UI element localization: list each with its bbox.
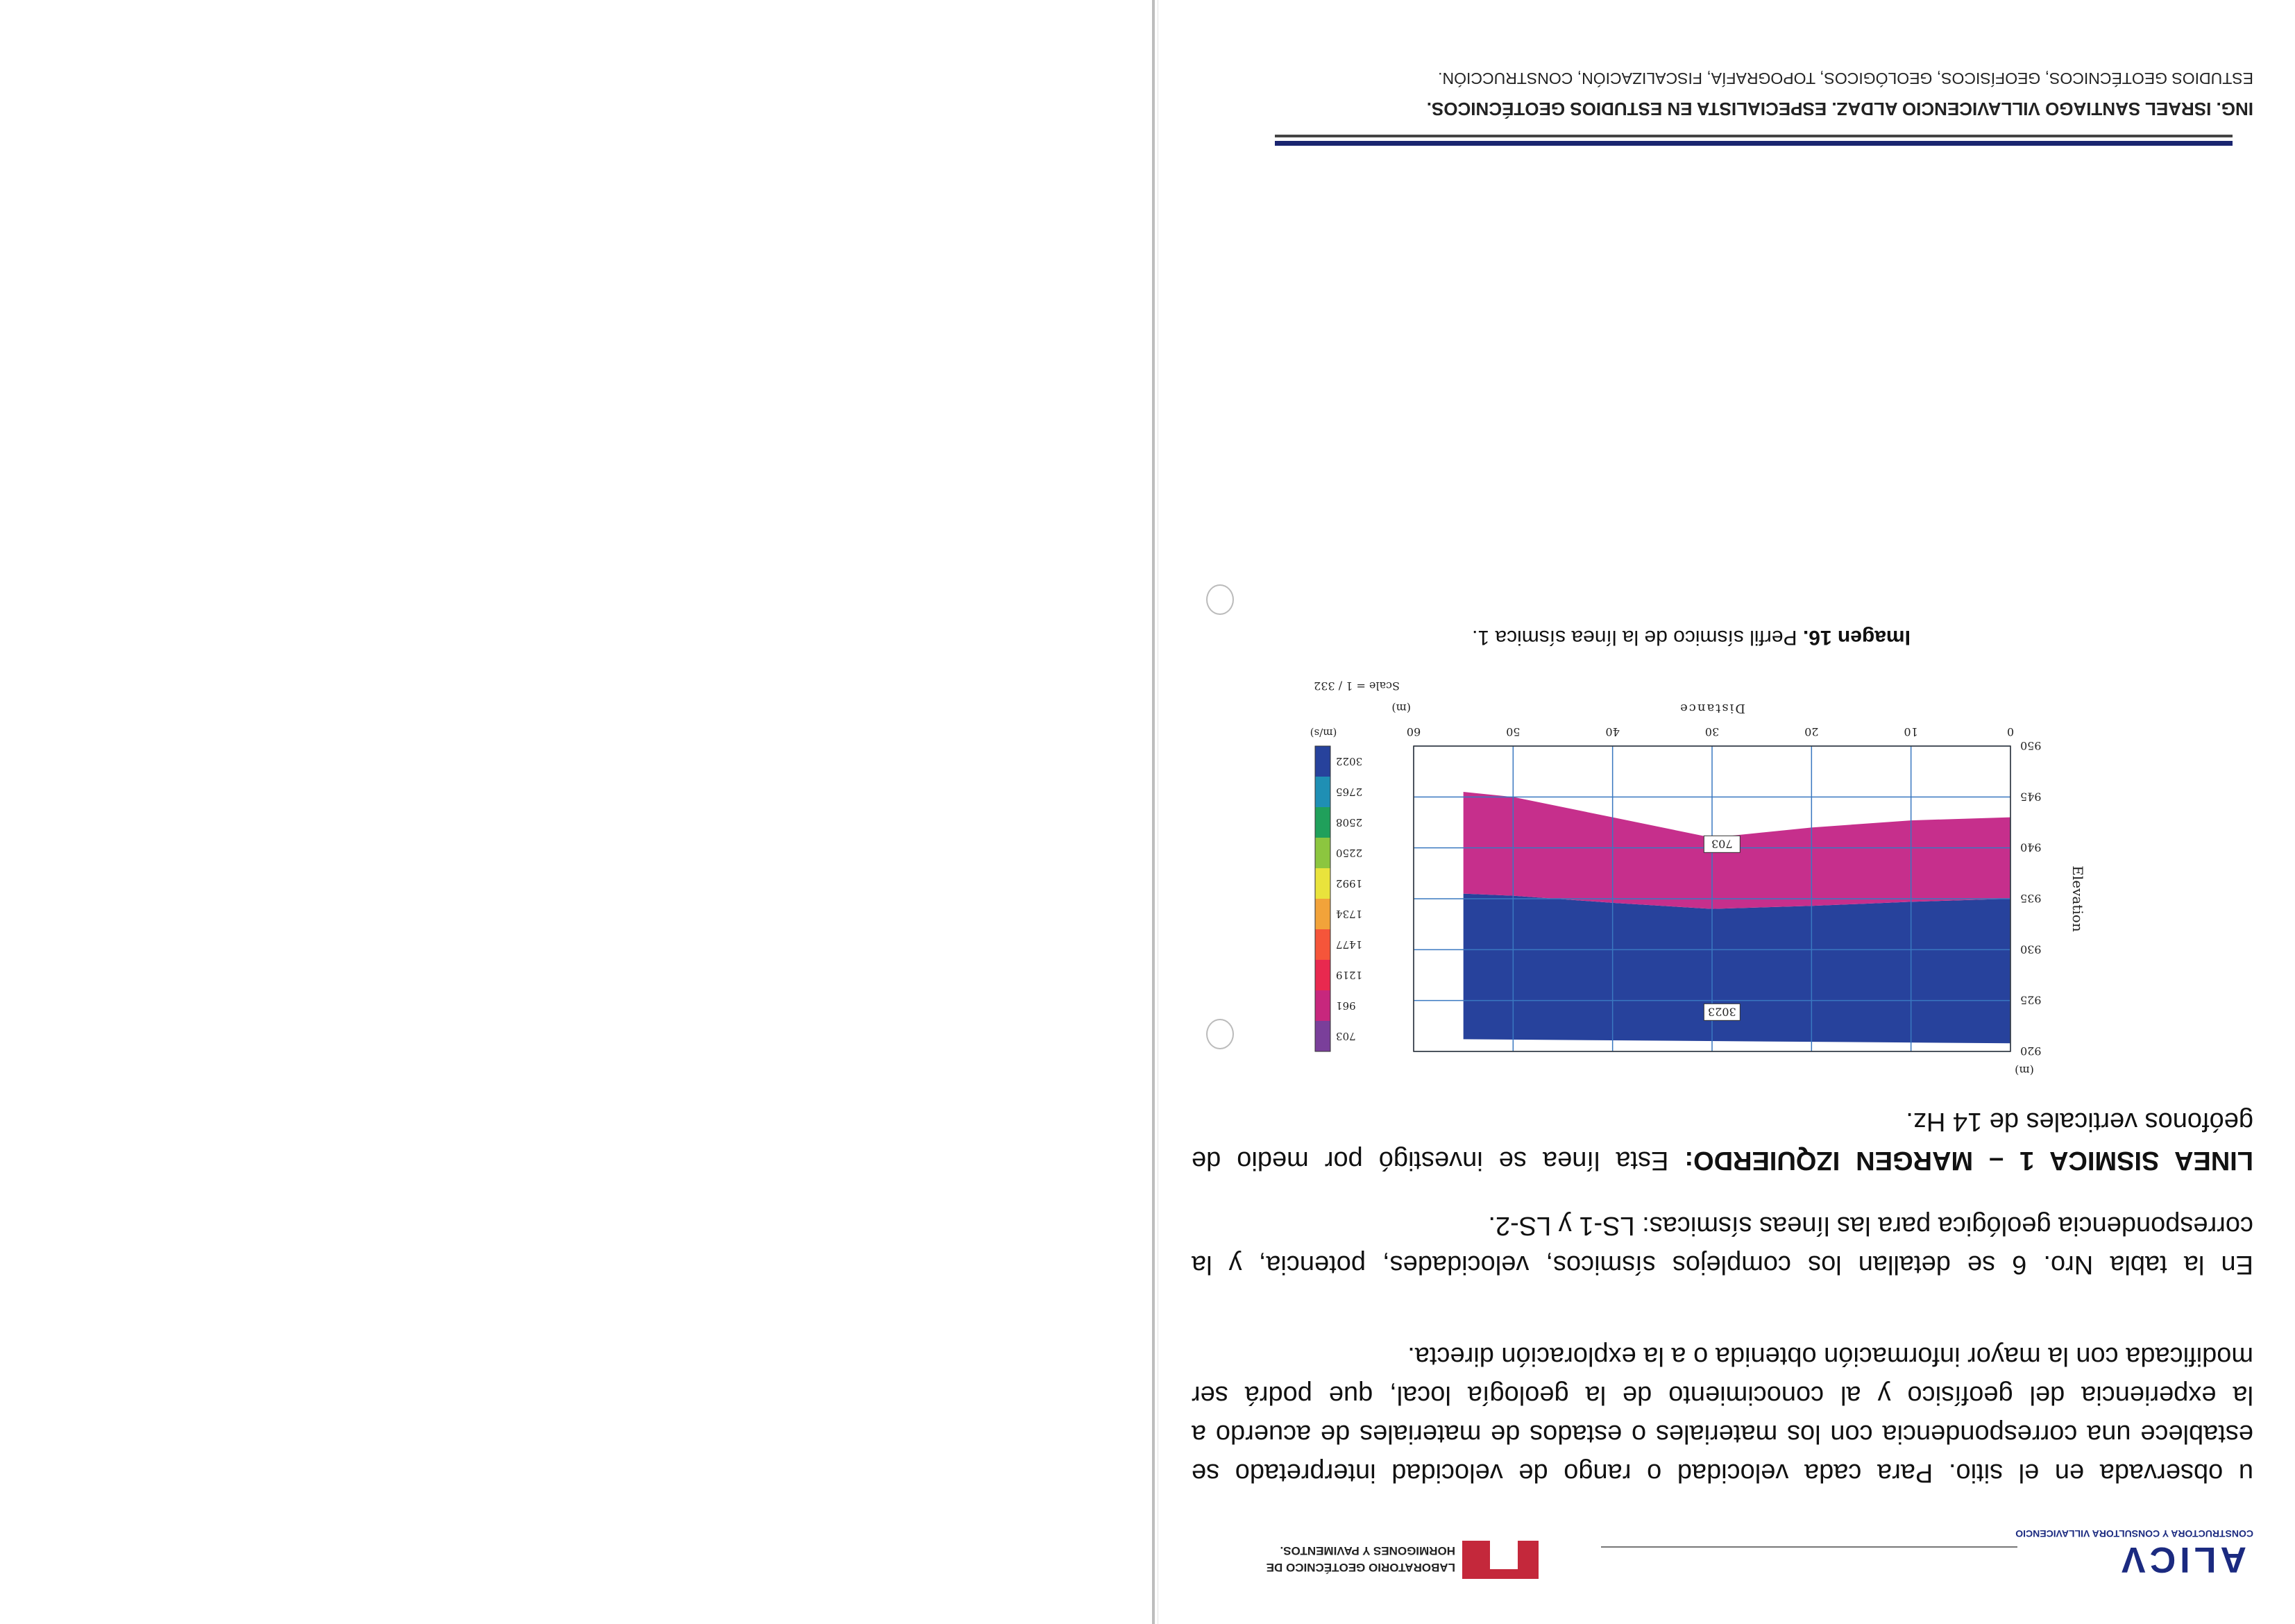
seismic-line-heading: LINEA SISMICA 1 – MARGEN IZQUIERDO: (1684, 1146, 2253, 1175)
seismic-profile-chart (1282, 677, 2101, 1079)
seismic-profile-svg (1282, 677, 2101, 1079)
legend-unit: (m/s) (1310, 727, 1337, 739)
y-tick-label: 930 (2020, 942, 2042, 956)
laboratory-logo (1261, 1527, 1539, 1582)
legend-value: 703 (1336, 1030, 1356, 1042)
y-tick-label: 925 (2020, 993, 2042, 1007)
header-rule-thin (1275, 135, 2233, 137)
y-axis-unit: (m) (2015, 1064, 2034, 1077)
legend-color-swatch (1315, 777, 1330, 807)
x-axis-label: Distance (1679, 701, 1745, 716)
legend-value: 3022 (1336, 755, 1363, 768)
legend-color-swatch (1315, 990, 1330, 1021)
legend-color-swatch (1315, 960, 1330, 990)
y-tick-label: 950 (2020, 739, 2042, 752)
laboratory-name-line-1: LABORATORIO GEOTÉCNICO DE (1266, 1561, 1455, 1574)
scale-label: Scale = 1 / 332 (1314, 679, 1400, 693)
y-tick-label: 940 (2020, 840, 2042, 854)
legend-color-swatch (1315, 838, 1330, 868)
x-tick-label: 0 (2006, 725, 2015, 738)
figure-caption (1282, 625, 2101, 649)
legend-color-swatch (1315, 807, 1330, 838)
legend-value: 2765 (1336, 786, 1363, 798)
x-tick-label: 20 (1804, 725, 1819, 738)
x-tick-label: 40 (1605, 725, 1620, 738)
y-tick-label: 935 (2020, 892, 2042, 905)
seismic-line-text: Esta línea se investigó por medio de geófonos verticales de 14 Hz. (1192, 1107, 2253, 1175)
logo-subtitle: CONSTRUCTORA Y CONSULTORA VILLAVICENCIO (2015, 1528, 2253, 1539)
x-axis-unit: (m) (1391, 702, 1411, 715)
document-page (1173, 0, 2295, 1624)
y-axis-label: Elevation (2069, 865, 2086, 932)
x-tick-label: 10 (1904, 725, 1918, 738)
legend-color-swatch (1315, 929, 1330, 960)
page-edge (1152, 0, 1155, 1624)
legend-value: 1477 (1336, 938, 1363, 951)
layer-label: 703 (1711, 837, 1733, 851)
footer-divider (1601, 1546, 2017, 1548)
layer-3023-area (1464, 894, 2010, 1044)
legend-value: 1734 (1336, 908, 1363, 920)
legend-color-swatch (1315, 1021, 1330, 1051)
header-services: ESTUDIOS GEOTÉCNICOS, GEOFÍSICOS, GEOLÓGICOS, TOPOGRAFÍA, FISCALIZACIÓN, CONSTRUCCIÓN. (1438, 69, 2253, 87)
laboratory-logo-icon (1462, 1541, 1539, 1579)
legend-color-swatch (1315, 899, 1330, 929)
y-tick-label: 945 (2020, 790, 2042, 804)
company-logo-alicv (2015, 1527, 2253, 1580)
paragraph-seismic-line-1 (1192, 1102, 2253, 1180)
caption-label: Imagen 16. (1802, 626, 1911, 649)
legend-value: 2250 (1336, 847, 1363, 859)
x-tick-label: 30 (1704, 725, 1720, 738)
header-rule-thick (1275, 141, 2233, 146)
laboratory-name-line-2: HORMIGONES Y PAVIMENTOS. (1280, 1544, 1455, 1557)
x-tick-label: 60 (1406, 725, 1421, 738)
caption-text: Perfil sísmico de la línea sísmica 1. (1472, 626, 1803, 649)
y-tick-label: 920 (2020, 1044, 2042, 1058)
paragraph-velocity-interpretation: u observada en el sitio. Para cada velocidad o rango de velocidad interpretado se establece una correspondencia con los materiales o estados de materiales de acuerdo a la experiencia del geofísico y al conocimiento de la geología local, que podrá ser modificada con la mayor información obtenida o a la exploración directa. (1192, 1342, 2253, 1487)
legend-value: 1992 (1336, 877, 1363, 890)
layer-label: 3023 (1707, 1005, 1736, 1019)
logo-mark: ALICV (2117, 1539, 2246, 1580)
header-engineer-name: ING. ISRAEL SANTIAGO VILLAVICENCIO ALDAZ. ESPECIALISTA EN ESTUDIOS GEOTÉCNICOS. (1426, 99, 2253, 119)
legend-value: 961 (1336, 999, 1356, 1012)
paragraph-table-reference: En la tabla Nro. 6 se detallan los complejos sísmicos, velocidades, potencia, y la correspondencia geológica para las líneas sísmicas: LS-1 y LS-2. (1192, 1211, 2253, 1279)
x-tick-label: 50 (1506, 725, 1521, 738)
legend-value: 1219 (1336, 969, 1363, 981)
legend-color-swatch (1315, 746, 1330, 777)
legend-color-swatch (1315, 868, 1330, 899)
legend-value: 2508 (1336, 816, 1363, 829)
